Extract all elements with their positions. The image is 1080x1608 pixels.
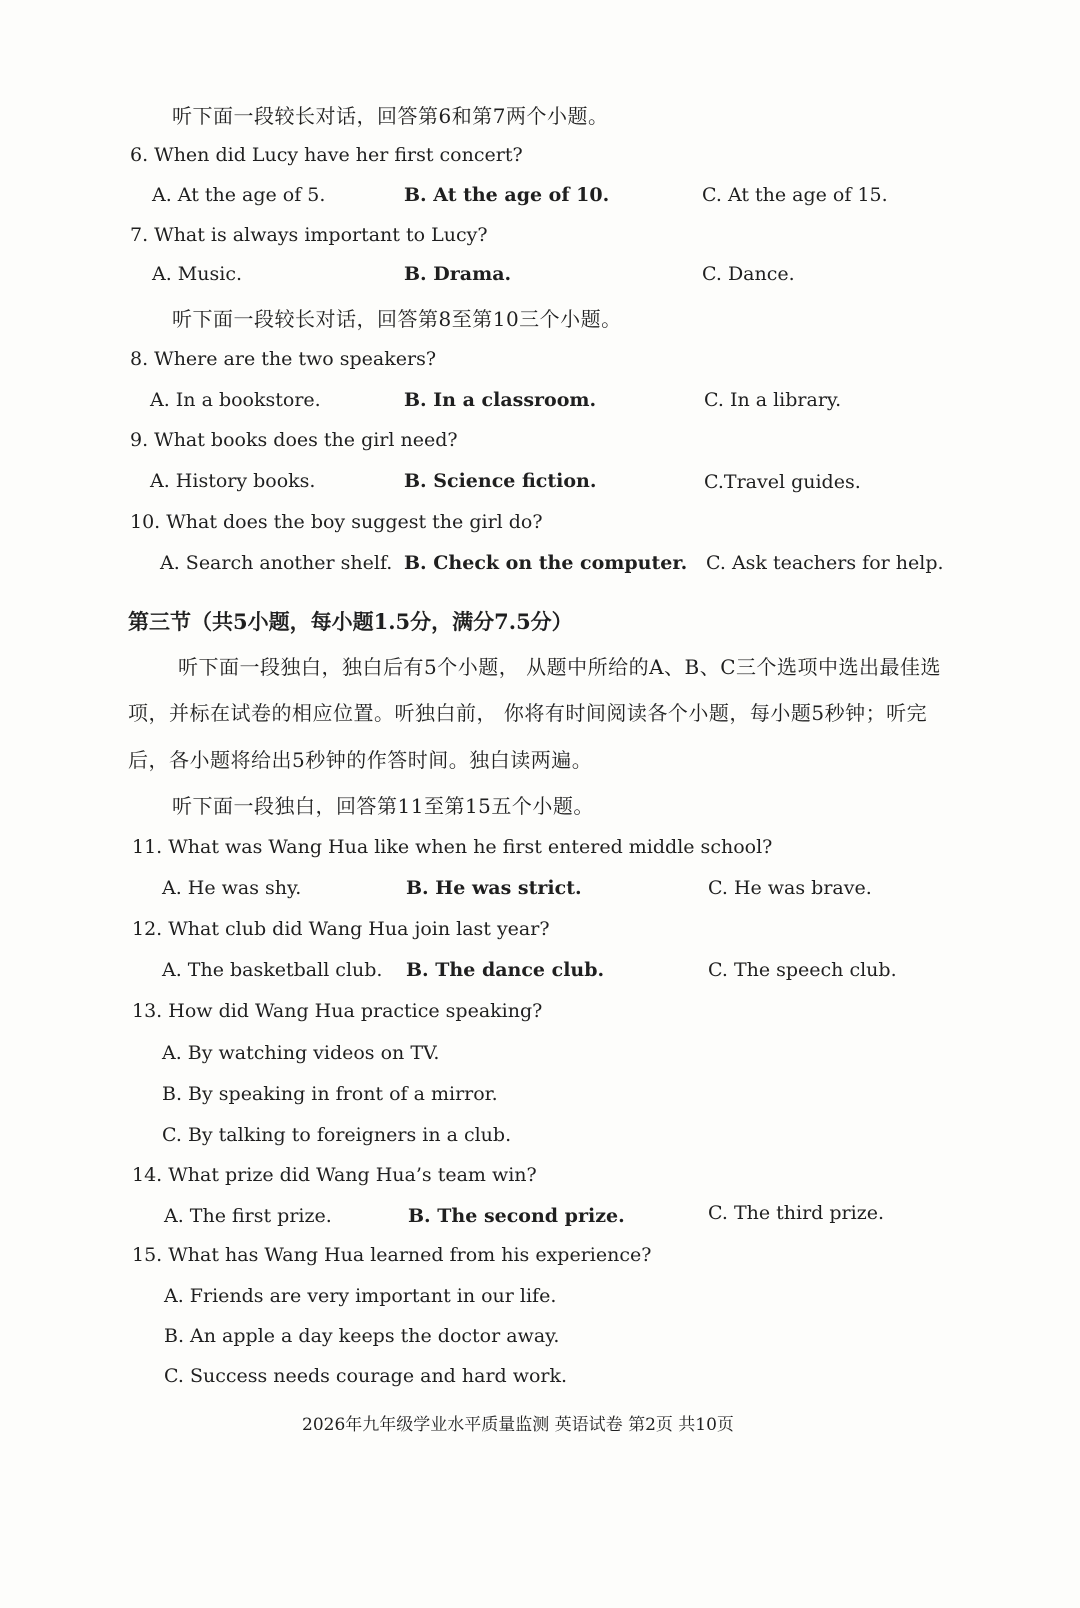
question-11-stem: 11. What was Wang Hua like when he first entered middle school? (132, 836, 773, 858)
section-3-description-line-3: 后，各小题将给出5秒钟的作答时间。独白读两遍。 (128, 748, 593, 772)
question-12-stem: 12. What club did Wang Hua join last year? (132, 918, 550, 940)
question-15-stem: 15. What has Wang Hua learned from his experience? (132, 1244, 652, 1266)
question-14-option-c: C. The third prize. (708, 1202, 884, 1224)
instruction-q11-q15: 听下面一段独白，回答第11至第15五个小题。 (172, 794, 594, 818)
question-7-stem: 7. What is always important to Lucy? (130, 224, 488, 246)
question-7-option-a: A. Music. (152, 263, 242, 285)
question-12-option-c: C. The speech club. (708, 959, 897, 981)
question-8-option-c: C. In a library. (704, 389, 842, 411)
question-7-option-b: B. Drama. (404, 263, 512, 285)
question-11-option-a: A. He was shy. (162, 877, 302, 899)
question-9-option-b: B. Science fiction. (404, 470, 597, 492)
question-11-option-c: C. He was brave. (708, 877, 872, 899)
instruction-q8-q10: 听下面一段较长对话，回答第8至第10三个小题。 (172, 307, 622, 331)
question-13-option-b: B. By speaking in front of a mirror. (162, 1083, 498, 1105)
question-15-option-a: A. Friends are very important in our life. (164, 1285, 557, 1307)
question-13-option-a: A. By watching videos on TV. (162, 1042, 440, 1064)
question-14-stem: 14. What prize did Wang Hua’s team win? (132, 1164, 537, 1186)
section-3-description-line-2: 项，并标在试卷的相应位置。听独白前， 你将有时间阅读各个小题，每小题5秒钟；听完 (128, 701, 928, 725)
question-14-option-b: B. The second prize. (408, 1205, 625, 1227)
question-7-option-c: C. Dance. (702, 263, 795, 285)
question-10-option-a: A. Search another shelf. (160, 552, 393, 574)
question-10-option-b: B. Check on the computer. (404, 552, 688, 574)
question-6-option-b: B. At the age of 10. (404, 184, 610, 206)
section-3-description-line-1: 听下面一段独白，独白后有5个小题， 从题中所给的A、B、C三个选项中选出最佳选 (178, 655, 942, 679)
instruction-q6-q7: 听下面一段较长对话，回答第6和第7两个小题。 (172, 104, 609, 128)
question-15-option-c: C. Success needs courage and hard work. (164, 1365, 568, 1387)
question-9-option-a: A. History books. (150, 470, 316, 492)
question-8-stem: 8. Where are the two speakers? (130, 348, 437, 370)
question-13-stem: 13. How did Wang Hua practice speaking? (132, 1000, 543, 1022)
page-footer: 2026年九年级学业水平质量监测 英语试卷 第2页 共10页 (302, 1415, 734, 1435)
question-6-option-c: C. At the age of 15. (702, 184, 888, 206)
question-15-option-b: B. An apple a day keeps the doctor away. (164, 1325, 560, 1347)
question-9-option-c: C.Travel guides. (704, 471, 861, 493)
question-8-option-a: A. In a bookstore. (150, 389, 321, 411)
section-3-title: 第三节（共5小题，每小题1.5分，满分7.5分） (128, 609, 573, 634)
question-6-option-a: A. At the age of 5. (152, 184, 326, 206)
question-13-option-c: C. By talking to foreigners in a club. (162, 1124, 512, 1146)
question-12-option-a: A. The basketball club. (162, 959, 383, 981)
question-8-option-b: B. In a classroom. (404, 389, 597, 411)
question-14-option-a: A. The first prize. (164, 1205, 332, 1227)
question-12-option-b: B. The dance club. (406, 959, 605, 981)
question-10-option-c: C. Ask teachers for help. (706, 552, 944, 574)
question-10-stem: 10. What does the boy suggest the girl do? (130, 511, 543, 533)
question-11-option-b: B. He was strict. (406, 877, 582, 899)
question-6-stem: 6. When did Lucy have her first concert? (130, 144, 523, 166)
question-9-stem: 9. What books does the girl need? (130, 429, 458, 451)
